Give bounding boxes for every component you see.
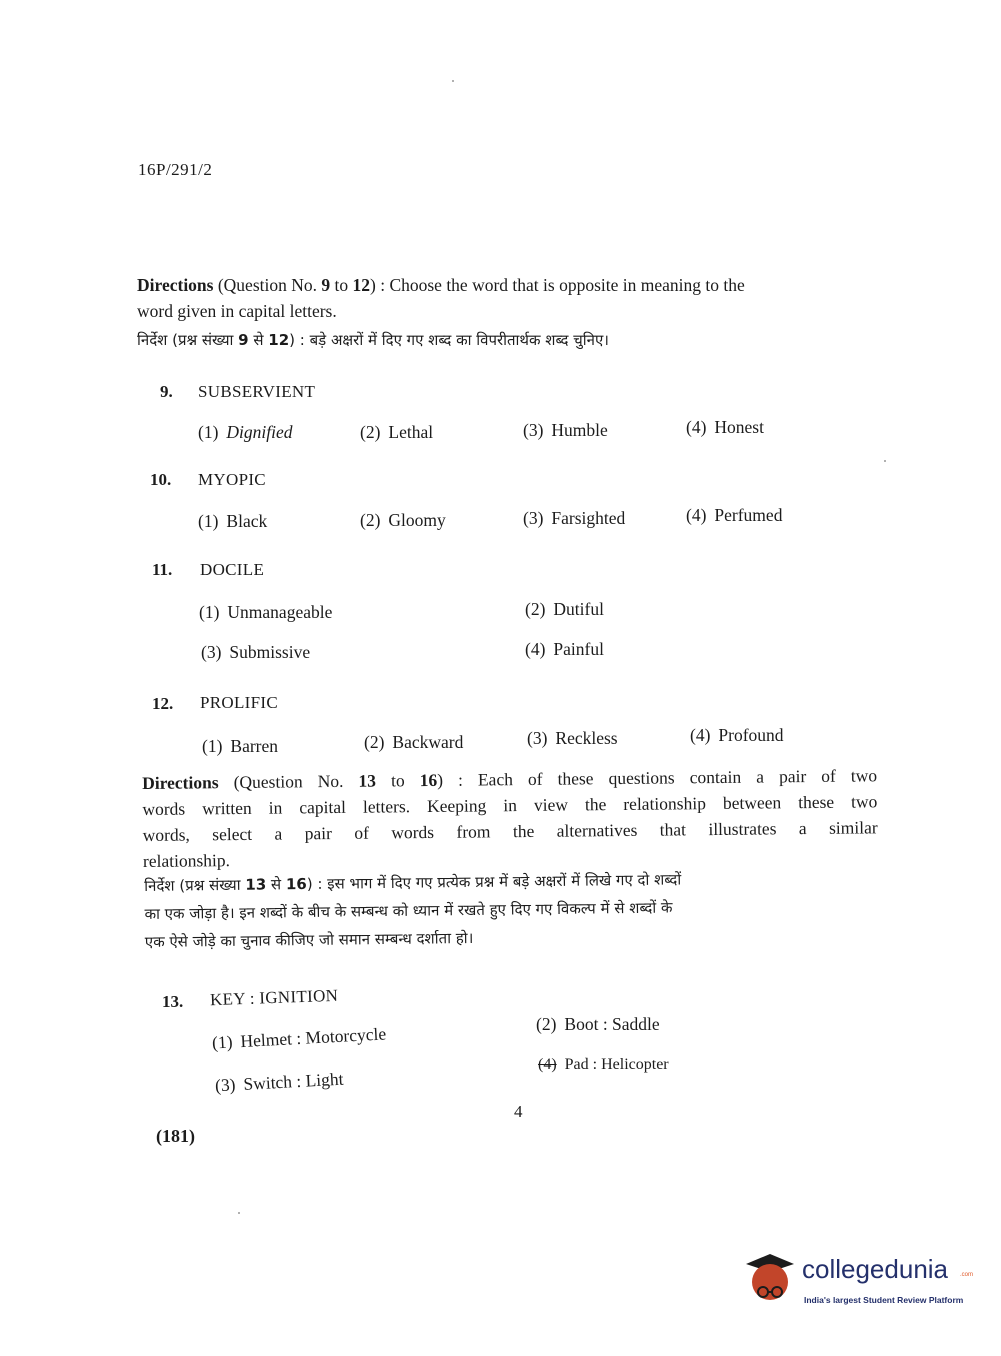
option: (2) Dutiful <box>525 599 604 619</box>
option: (4) Painful <box>525 639 604 659</box>
option: (4) Pad : Helicopter <box>538 1056 669 1073</box>
option: (1) Helmet : Motorcycle <box>211 1023 387 1053</box>
option: (4) Honest <box>686 417 764 437</box>
logo-tagline: India's largest Student Review Platform <box>804 1295 964 1305</box>
option: (3) Humble <box>523 420 608 440</box>
question-word: SUBSERVIENT <box>198 382 316 401</box>
speck <box>884 460 886 462</box>
option: (3) Reckless <box>527 728 618 748</box>
option: (3) Farsighted <box>523 508 626 528</box>
option: (2) Lethal <box>360 422 434 442</box>
option: (1) Unmanageable <box>199 602 333 622</box>
paper-code: 16P/291/2 <box>138 160 213 179</box>
directions-2: Directions (Question No. 13 to 16) : Each of these questions contain a pair of two words written in capital letters. Keeping in view the relationship between these two words, select a pair of words from the alternatives that illustrates a similar relationship. <box>142 765 878 871</box>
question-word: PROLIFIC <box>200 693 278 712</box>
option: (1) Black <box>198 511 268 531</box>
logo-brand: collegedunia <box>802 1254 949 1284</box>
option: (2) Boot : Saddle <box>536 1014 660 1034</box>
option: (2) Gloomy <box>360 510 446 530</box>
question-number: 13. <box>162 992 184 1011</box>
option: (4) Perfumed <box>686 505 783 525</box>
option: (3) Submissive <box>201 642 311 662</box>
mascot-icon <box>742 1250 798 1306</box>
page-number: 4 <box>514 1102 523 1121</box>
question-number: 9. <box>160 382 173 401</box>
footer-code: (181) <box>156 1126 195 1146</box>
option: (3) Switch : Light <box>214 1068 344 1096</box>
speck <box>238 1212 240 1214</box>
question-number: 10. <box>150 470 172 489</box>
option: (2) Backward <box>364 732 464 752</box>
option: (1) Dignified <box>198 422 293 442</box>
directions-1: Directions (Question No. 9 to 12) : Choose the word that is opposite in meaning to the word given in capital letters. <box>137 275 745 321</box>
logo-com: .com <box>960 1272 974 1278</box>
hindi-directions-1: निर्देश (प्रश्न संख्या 9 से 12) : बड़े अक्षरों में दिए गए शब्द का विपरीतार्थक शब्द चुनिए। <box>137 331 609 349</box>
hindi-directions-2: निर्देश (प्रश्न संख्या 13 से 16) : इस भाग में दिए गए प्रत्येक प्रश्न में बड़े अक्षरों में लिखे गए दो शब्दों का एक जोड़ा है। इन शब्दों के बीच के सम्बन्ध को ध्यान में रखते हुए दिए गए विकल्प में से शब्दों के एक ऐसे जोड़े का चुनाव कीजिए जो समान सम्बन्ध दर्शाता हो। <box>144 870 682 951</box>
collegedunia-logo <box>742 1250 972 1314</box>
question-word: KEY : IGNITION <box>209 985 339 1010</box>
question-word: DOCILE <box>200 560 265 579</box>
question-number: 12. <box>152 694 174 713</box>
speck <box>452 80 454 82</box>
question-number: 11. <box>152 560 173 579</box>
option: (4) Profound <box>690 725 784 745</box>
question-word: MYOPIC <box>198 470 266 489</box>
option: (1) Barren <box>202 736 279 756</box>
